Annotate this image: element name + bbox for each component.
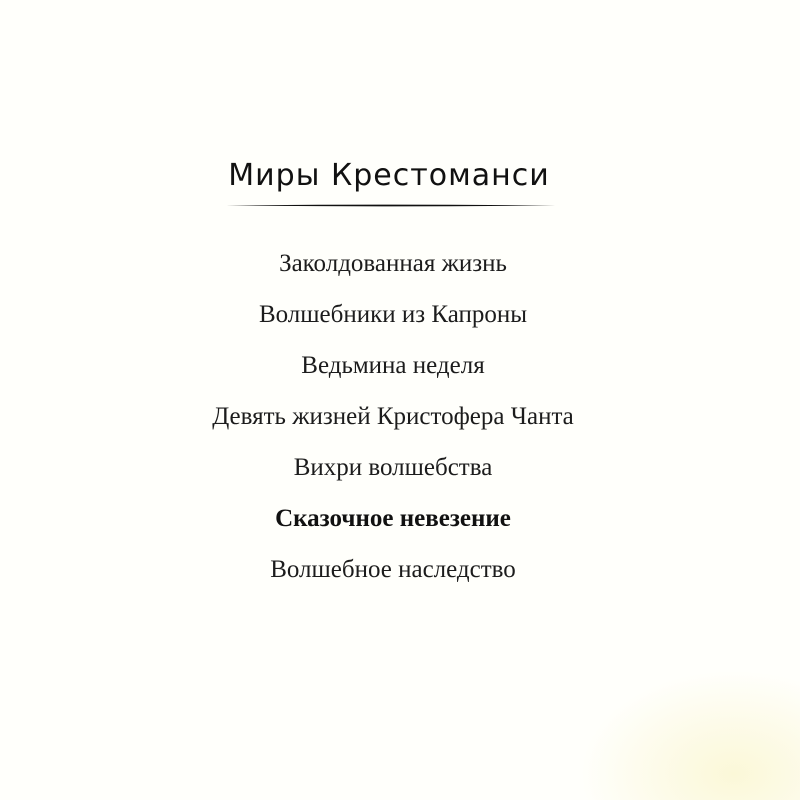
book-title: Вихри волшебства [293,454,493,481]
page-stain [580,670,800,800]
book-title: Девять жизней Кристофера Чанта [212,403,574,430]
book-title: Заколдованная жизнь [279,250,507,277]
series-title: Миры Крестоманси [228,158,550,193]
book-title: Волшебное наследство [270,556,516,583]
book-title: Волшебники из Капроны [258,301,528,328]
book-title: Ведьмина неделя [301,352,485,379]
title-underline [226,203,556,206]
book-list [0,240,786,597]
book-title-current: Сказочное невезение [275,505,511,532]
